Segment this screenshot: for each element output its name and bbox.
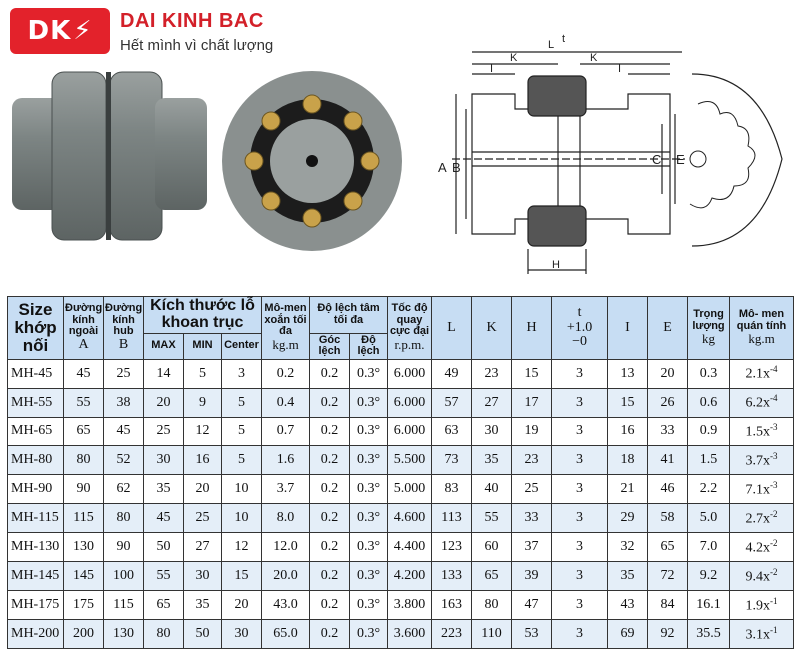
dim-label-t: t [562,34,566,45]
cell-rpm: 4.400 [388,533,432,562]
cell-center: 15 [222,562,262,591]
cell-i: 29 [608,504,648,533]
cell-k: 60 [472,533,512,562]
cell-l: 57 [432,388,472,417]
cell-center: 10 [222,475,262,504]
cell-max: 55 [144,562,184,591]
inertia-exponent: -2 [770,537,778,548]
cell-center: 3 [222,359,262,388]
cell-a: 130 [64,533,104,562]
cell-inertia [730,533,794,562]
cell-deg: 0.3° [350,475,388,504]
cell-e: 58 [648,504,688,533]
header-b: B [118,336,129,352]
cell-a: 65 [64,417,104,446]
cell-size: MH-90 [8,475,64,504]
header-torque [262,297,310,360]
cell-size: MH-45 [8,359,64,388]
header-i: I [608,297,648,360]
cell-inertia [730,388,794,417]
cell-size: MH-200 [8,619,64,648]
cell-torque: 3.7 [262,475,310,504]
cell-min: 30 [184,562,222,591]
cell-l: 163 [432,591,472,620]
cell-k: 23 [472,359,512,388]
inertia-mantissa: 2.7x [745,511,771,527]
cell-inertia [730,359,794,388]
cell-i: 69 [608,619,648,648]
cell-deg: 0.3° [350,504,388,533]
cell-angle: 0.2 [310,359,350,388]
table-row [8,591,794,620]
cell-i: 13 [608,359,648,388]
header-l: L [432,297,472,360]
brand-block [120,10,273,54]
table-body [8,359,794,648]
brand-slogan: Hết mình vì chất lượng [120,37,274,54]
cell-k: 65 [472,562,512,591]
cell-max: 50 [144,533,184,562]
inertia-exponent: -4 [770,364,778,375]
logo-bolt-icon: ⚡ [73,16,93,46]
cell-t: 3 [552,388,608,417]
spec-table-wrapper [7,296,793,649]
header-min: MIN [184,333,222,359]
cell-i: 16 [608,417,648,446]
cell-angle: 0.2 [310,388,350,417]
cell-a: 45 [64,359,104,388]
cell-i: 43 [608,591,648,620]
header-speed-unit: r.p.m. [394,336,425,352]
cell-min: 27 [184,533,222,562]
cell-t: 3 [552,359,608,388]
header-inertia-unit: kg.m [748,331,775,347]
cell-b: 38 [104,388,144,417]
cell-kg: 9.2 [688,562,730,591]
cell-rpm: 3.600 [388,619,432,648]
cell-inertia [730,562,794,591]
cell-min: 16 [184,446,222,475]
cell-min: 12 [184,417,222,446]
cell-rpm: 6.000 [388,388,432,417]
dim-label-L: L [548,39,555,51]
cell-b: 25 [104,359,144,388]
cell-b: 52 [104,446,144,475]
inertia-mantissa: 4.2x [745,540,771,556]
cell-size: MH-55 [8,388,64,417]
dim-label-h: H [552,259,560,271]
cell-rpm: 6.000 [388,359,432,388]
cell-size: MH-115 [8,504,64,533]
cell-min: 5 [184,359,222,388]
cell-h: 17 [512,388,552,417]
cell-l: 123 [432,533,472,562]
header-speed-label: Tốc độ quay cực đại [389,302,430,338]
cell-a: 55 [64,388,104,417]
cell-center: 10 [222,504,262,533]
cell-size: MH-80 [8,446,64,475]
cell-h: 15 [512,359,552,388]
coupling-face-photo [220,66,410,256]
inertia-exponent: -1 [770,624,778,635]
inertia-mantissa: 9.4x [745,569,771,585]
cell-b: 62 [104,475,144,504]
header-misalign: Độ lệch tâm tối đa [310,297,388,334]
cell-k: 35 [472,446,512,475]
cell-t: 3 [552,417,608,446]
cell-e: 65 [648,533,688,562]
cell-h: 23 [512,446,552,475]
cell-i: 21 [608,475,648,504]
header-weight-unit: kg [702,331,716,347]
cell-deg: 0.3° [350,591,388,620]
cell-t: 3 [552,591,608,620]
cell-max: 20 [144,388,184,417]
cell-min: 9 [184,388,222,417]
cell-e: 20 [648,359,688,388]
cell-angle: 0.2 [310,446,350,475]
cell-deg: 0.3° [350,446,388,475]
table-header-row-1 [8,297,794,334]
cell-angle: 0.2 [310,591,350,620]
inertia-exponent: -1 [770,595,778,606]
dim-label-e: E [676,152,685,167]
cell-l: 49 [432,359,472,388]
table-row [8,619,794,648]
cell-size: MH-65 [8,417,64,446]
header-t-3: −0 [572,334,587,350]
cell-center: 30 [222,619,262,648]
header-center: Center [222,333,262,359]
cell-inertia [730,591,794,620]
cell-e: 33 [648,417,688,446]
cell-h: 37 [512,533,552,562]
cell-angle: 0.2 [310,475,350,504]
cell-b: 90 [104,533,144,562]
cell-a: 175 [64,591,104,620]
cell-l: 73 [432,446,472,475]
cell-angle: 0.2 [310,417,350,446]
cell-i: 18 [608,446,648,475]
cell-a: 115 [64,504,104,533]
cell-angle: 0.2 [310,533,350,562]
dim-label-k-right: K [590,52,598,64]
header-k: K [472,297,512,360]
cell-inertia [730,475,794,504]
cell-t: 3 [552,562,608,591]
cell-l: 83 [432,475,472,504]
cell-deg: 0.3° [350,619,388,648]
cell-center: 5 [222,417,262,446]
header-a: A [78,336,89,352]
header-speed [388,297,432,360]
cell-e: 84 [648,591,688,620]
cell-size: MH-130 [8,533,64,562]
table-row [8,446,794,475]
cell-torque: 0.7 [262,417,310,446]
cell-kg: 7.0 [688,533,730,562]
cell-torque: 0.2 [262,359,310,388]
cell-center: 12 [222,533,262,562]
header-h: H [512,297,552,360]
cell-i: 32 [608,533,648,562]
cell-kg: 0.3 [688,359,730,388]
cell-max: 80 [144,619,184,648]
cell-angle: 0.2 [310,504,350,533]
cell-h: 39 [512,562,552,591]
cell-e: 41 [648,446,688,475]
cell-a: 90 [64,475,104,504]
header-outer-dia [64,297,104,360]
cell-h: 19 [512,417,552,446]
cell-max: 30 [144,446,184,475]
cell-e: 72 [648,562,688,591]
header-inertia-label: Mô- men quán tính [736,308,787,332]
cell-kg: 16.1 [688,591,730,620]
cell-kg: 35.5 [688,619,730,648]
spec-table [7,296,794,649]
cell-center: 20 [222,591,262,620]
cell-min: 35 [184,591,222,620]
cell-torque: 8.0 [262,504,310,533]
inertia-mantissa: 7.1x [745,482,771,498]
cell-angle: 0.2 [310,562,350,591]
cell-size: MH-145 [8,562,64,591]
inertia-mantissa: 6.2x [745,395,771,411]
cell-t: 3 [552,619,608,648]
cell-max: 45 [144,504,184,533]
cell-deg: 0.3° [350,417,388,446]
inertia-exponent: -3 [770,422,778,433]
cell-rpm: 4.200 [388,562,432,591]
dim-label-i-left: I [490,63,494,75]
header-torque-unit: kg.m [272,336,299,352]
cell-kg: 1.5 [688,446,730,475]
header-t [552,297,608,360]
cell-center: 5 [222,446,262,475]
cell-size: MH-175 [8,591,64,620]
header-t-1: t [577,304,582,320]
cell-torque: 43.0 [262,591,310,620]
cell-kg: 0.6 [688,388,730,417]
inertia-exponent: -2 [770,508,778,519]
cell-torque: 12.0 [262,533,310,562]
cell-k: 27 [472,388,512,417]
header-outer-dia-label: Đường kính ngoài [65,302,103,338]
dim-label-c: C [652,152,662,167]
cell-max: 25 [144,417,184,446]
cell-max: 35 [144,475,184,504]
cell-t: 3 [552,446,608,475]
cell-torque: 20.0 [262,562,310,591]
cell-inertia [730,417,794,446]
coupling-side-photo [10,68,210,248]
cell-deg: 0.3° [350,533,388,562]
cell-l: 63 [432,417,472,446]
cell-t: 3 [552,533,608,562]
table-row [8,388,794,417]
header-size: Size khớp nối [8,297,64,360]
cell-b: 130 [104,619,144,648]
cell-min: 50 [184,619,222,648]
inertia-exponent: -4 [770,393,778,404]
header-weight [688,297,730,360]
header-max: MAX [144,333,184,359]
header-degree: Độ lệch [350,333,388,359]
cell-max: 65 [144,591,184,620]
brand-logo [10,8,110,54]
header-e: E [648,297,688,360]
cell-center: 5 [222,388,262,417]
header-angle: Góc lệch [310,333,350,359]
cell-i: 35 [608,562,648,591]
dimension-drawing [430,34,795,279]
table-row [8,475,794,504]
cell-l: 113 [432,504,472,533]
cell-a: 145 [64,562,104,591]
logo-text: DK [27,16,72,46]
inertia-exponent: -3 [770,480,778,490]
header-t-2: +1.0 [566,319,593,335]
header-bore: Kích thước lỗ khoan trục [144,297,262,334]
cell-h: 47 [512,591,552,620]
dim-label-i-right: I [618,63,622,75]
dim-label-a: A [438,160,447,175]
cell-h: 53 [512,619,552,648]
cell-rpm: 4.600 [388,504,432,533]
cell-b: 80 [104,504,144,533]
cell-kg: 5.0 [688,504,730,533]
cell-l: 133 [432,562,472,591]
cell-kg: 0.9 [688,417,730,446]
cell-h: 33 [512,504,552,533]
cell-deg: 0.3° [350,359,388,388]
cell-rpm: 3.800 [388,591,432,620]
cell-torque: 0.4 [262,388,310,417]
cell-e: 26 [648,388,688,417]
dim-label-b: B [452,160,461,175]
cell-deg: 0.3° [350,562,388,591]
cell-k: 80 [472,591,512,620]
header-hub-dia-label: Đường kính hub [105,302,143,338]
cell-k: 40 [472,475,512,504]
cell-h: 25 [512,475,552,504]
table-row [8,417,794,446]
cell-b: 45 [104,417,144,446]
inertia-mantissa: 3.7x [745,453,771,469]
inertia-mantissa: 2.1x [745,366,771,382]
inertia-mantissa: 1.5x [745,424,771,440]
cell-l: 223 [432,619,472,648]
cell-e: 92 [648,619,688,648]
cell-a: 80 [64,446,104,475]
cell-rpm: 5.000 [388,475,432,504]
table-row [8,562,794,591]
header-weight-label: Trọng lượng [692,308,725,332]
inertia-exponent: -2 [770,566,778,577]
cell-deg: 0.3° [350,388,388,417]
inertia-exponent: -3 [770,451,778,462]
cell-a: 200 [64,619,104,648]
cell-k: 30 [472,417,512,446]
header-inertia [730,297,794,360]
cell-i: 15 [608,388,648,417]
cell-inertia [730,446,794,475]
cell-torque: 65.0 [262,619,310,648]
table-row [8,359,794,388]
cell-max: 14 [144,359,184,388]
cell-rpm: 6.000 [388,417,432,446]
cell-b: 100 [104,562,144,591]
cell-t: 3 [552,504,608,533]
inertia-mantissa: 1.9x [745,598,771,614]
cell-k: 55 [472,504,512,533]
cell-k: 110 [472,619,512,648]
cell-e: 46 [648,475,688,504]
header-hub-dia [104,297,144,360]
cell-torque: 1.6 [262,446,310,475]
table-row [8,504,794,533]
brand-name: DAI KINH BAC [120,10,264,32]
table-row [8,533,794,562]
inertia-mantissa: 3.1x [745,627,771,643]
cell-inertia [730,619,794,648]
header-torque-label: Mô-men xoắn tối đa [264,302,307,338]
dim-label-k-left: K [510,52,518,64]
cell-min: 20 [184,475,222,504]
cell-angle: 0.2 [310,619,350,648]
cell-kg: 2.2 [688,475,730,504]
cell-b: 115 [104,591,144,620]
cell-inertia [730,504,794,533]
cell-rpm: 5.500 [388,446,432,475]
cell-t: 3 [552,475,608,504]
cell-min: 25 [184,504,222,533]
